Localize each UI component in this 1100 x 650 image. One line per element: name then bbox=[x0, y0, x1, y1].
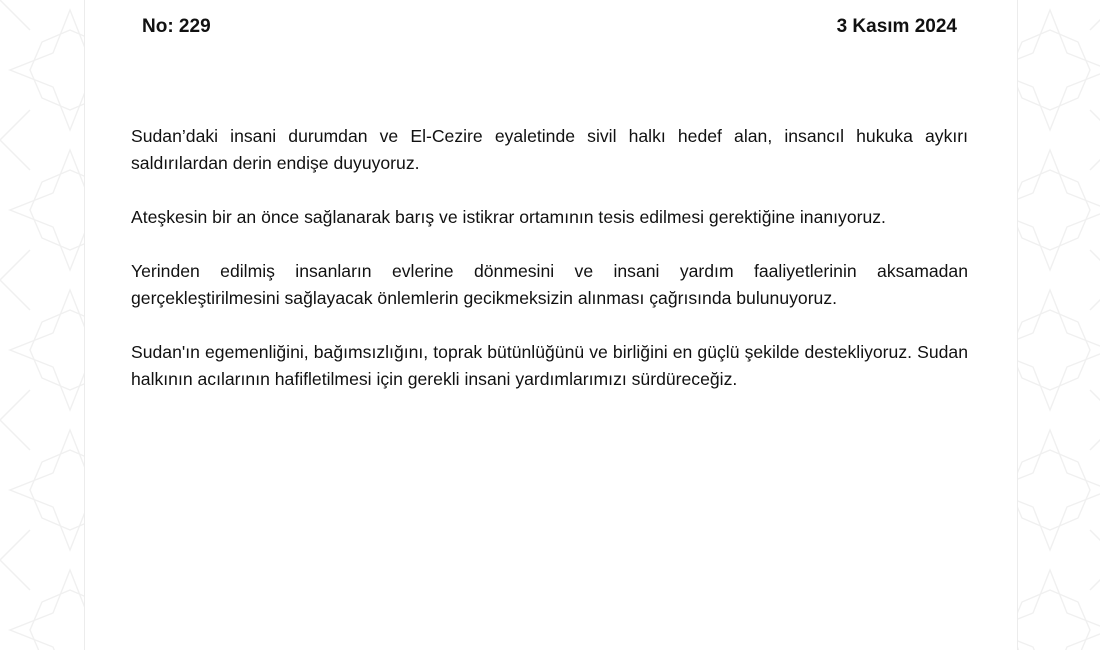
document-body bbox=[131, 123, 968, 420]
paragraph-1: Sudan’daki insani durumdan ve El-Cezire eyaletinde sivil halkı hedef alan, insancıl hukuka aykırı saldırılardan derin endişe duyuyoruz. bbox=[131, 126, 968, 173]
paragraph-4: Sudan'ın egemenliğini, bağımsızlığını, toprak bütünlüğünü ve birliğini en güçlü şekilde destekliyoruz. Sudan halkının acılarının hafifletilmesi için gerekli insani yardımlarımızı sürdüreceğiz. bbox=[131, 342, 968, 389]
document-date: 3 Kasım 2024 bbox=[836, 16, 957, 37]
paragraph-3: Yerinden edilmiş insanların evlerine dönmesini ve insani yardım faaliyetlerinin aksamadan gerçekleştirilmesini sağlayacak önlemlerin gecikmeksizin alınması çağrısında bulunuyoruz. bbox=[131, 261, 968, 308]
document-number: No: 229 bbox=[142, 16, 211, 37]
paragraph-2: Ateşkesin bir an önce sağlanarak barış ve istikrar ortamının tesis edilmesi gerektiğine inanıyoruz. bbox=[131, 207, 886, 227]
